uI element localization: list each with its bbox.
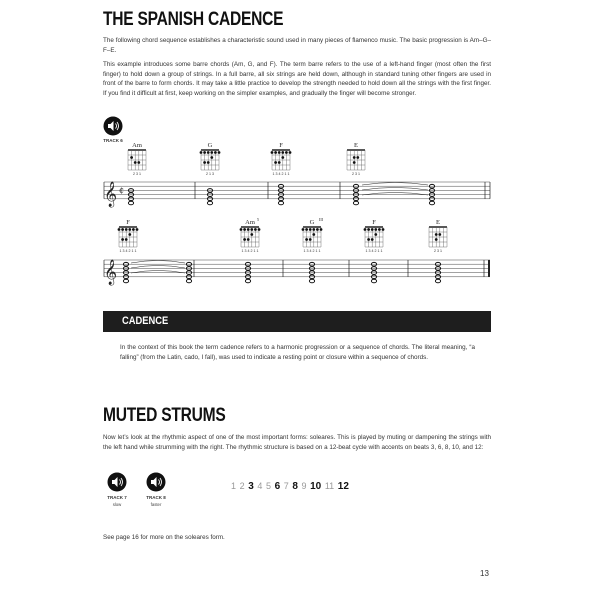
finger-dot bbox=[320, 228, 323, 231]
track-8-label: TRACK 8 bbox=[146, 495, 166, 500]
finger-dot bbox=[371, 228, 374, 231]
chord-name: F bbox=[372, 219, 376, 226]
chord-name: Am bbox=[245, 219, 255, 226]
time-signature: ¢ bbox=[119, 186, 125, 195]
finger-dot bbox=[218, 151, 221, 154]
finger-dot bbox=[305, 238, 308, 241]
chord-diagram bbox=[240, 217, 261, 253]
finger-dot bbox=[137, 161, 140, 164]
finger-dot bbox=[374, 233, 377, 236]
beat-2: 2 bbox=[239, 481, 245, 491]
finger-dot bbox=[210, 156, 213, 159]
treble-clef: 𝄞 bbox=[104, 181, 118, 207]
finger-dot bbox=[278, 161, 281, 164]
chord-position: III bbox=[319, 217, 323, 222]
tie bbox=[362, 183, 428, 186]
finger-dot bbox=[214, 151, 217, 154]
finger-dot bbox=[274, 151, 277, 154]
finger-dot bbox=[134, 161, 137, 164]
note-head bbox=[435, 279, 440, 283]
staff-2 bbox=[104, 259, 490, 285]
chord-position: 5 bbox=[257, 217, 259, 222]
cadence-heading: CADENCE bbox=[122, 315, 169, 327]
track-6-label: TRACK 6 bbox=[103, 138, 123, 143]
finger-dot bbox=[278, 151, 281, 154]
tie bbox=[362, 188, 428, 191]
chord-diagram bbox=[200, 142, 221, 176]
speaker-icon[interactable] bbox=[107, 472, 127, 492]
cadence-paragraph: In the context of this book the term cadence refers to a harmonic progression or a sequence of chords. The literal meaning, “a falling” (from the Latin, cado, I fall), was used to indicate a resting point or closure within a sequence of chords. bbox=[120, 344, 475, 361]
finger-dot bbox=[125, 238, 128, 241]
finger-dot bbox=[364, 228, 367, 231]
note-head bbox=[309, 279, 314, 283]
page-number: 13 bbox=[480, 569, 489, 578]
beat-9: 9 bbox=[301, 481, 307, 491]
chord-diagram bbox=[429, 219, 447, 253]
finger-dot bbox=[281, 151, 284, 154]
finger-dot bbox=[271, 151, 274, 154]
chord-name: F bbox=[126, 219, 130, 226]
finger-dot bbox=[200, 151, 203, 154]
beat-3: 3 bbox=[248, 481, 254, 492]
chord-fingering: 1 3 4 2 1 1 bbox=[119, 249, 137, 253]
chord-diagram bbox=[271, 142, 292, 176]
finger-dot bbox=[207, 161, 210, 164]
finger-dot bbox=[243, 238, 246, 241]
finger-dot bbox=[121, 228, 124, 231]
finger-dot bbox=[367, 228, 370, 231]
chord-fingering: 1 3 4 2 1 1 bbox=[365, 249, 383, 253]
chord-fingering: 2 1 3 bbox=[206, 172, 214, 176]
footnote: See page 16 for more on the soleares form. bbox=[103, 534, 225, 541]
note-head bbox=[186, 279, 191, 283]
tie bbox=[131, 261, 185, 264]
note-head bbox=[278, 201, 283, 205]
finger-dot bbox=[247, 238, 250, 241]
finger-dot bbox=[367, 238, 370, 241]
chord-diagram bbox=[364, 219, 385, 253]
chord-name: G bbox=[309, 219, 315, 226]
note-head bbox=[245, 279, 250, 283]
finger-dot bbox=[210, 151, 213, 154]
chord-diagram-row-1 bbox=[128, 142, 365, 176]
finger-dot bbox=[130, 156, 133, 159]
finger-dot bbox=[353, 161, 356, 164]
finger-dot bbox=[274, 161, 277, 164]
finger-dot bbox=[312, 228, 315, 231]
beat-1: 1 bbox=[231, 481, 237, 491]
chord-diagram bbox=[118, 219, 139, 253]
beat-10: 10 bbox=[310, 481, 322, 492]
beat-7: 7 bbox=[283, 481, 289, 491]
chord-fingering: 1 3 4 2 1 1 bbox=[303, 249, 321, 253]
chord-name: G bbox=[207, 142, 213, 149]
finger-dot bbox=[203, 161, 206, 164]
finger-dot bbox=[247, 228, 250, 231]
note-head bbox=[123, 279, 128, 283]
finger-dot bbox=[118, 228, 121, 231]
beat-12: 12 bbox=[337, 481, 349, 492]
chord-fingering: 1 3 4 2 1 1 bbox=[241, 249, 259, 253]
finger-dot bbox=[207, 151, 210, 154]
beat-4: 4 bbox=[257, 481, 263, 491]
barre-paragraph: This example introduces some barre chords (Am, G, and F). The term barre refers to the use of a left-hand finger (most often the first finger) to hold down a group of strings. In a full barre, all six strings are held down, although in standard tuning other fingers are used in front of the barre to form chords. It may take a little practice to develop the strength needed to hold down all the strings with the first finger. If you find it difficult at first, keep working on the simpler examples, and gradually the finger will become stronger. bbox=[103, 61, 491, 97]
finger-dot bbox=[312, 233, 315, 236]
finger-dot bbox=[353, 156, 356, 159]
muted-strums-paragraph: Now let’s look at the rhythmic aspect of one of the most important forms: soleares. This is played by muting or dampening the strings with the left hand while strumming with the right. The rhythmic structure is based on a 12-beat cycle with accents on beats 3, 6, 8, 10, and 12: bbox=[103, 434, 491, 451]
finger-dot bbox=[121, 238, 124, 241]
track-8-speed: faster bbox=[150, 502, 162, 507]
beat-8: 8 bbox=[292, 481, 298, 492]
chord-fingering: 2 3 1 bbox=[352, 172, 360, 176]
finger-dot bbox=[378, 228, 381, 231]
note-head bbox=[207, 201, 212, 205]
finger-dot bbox=[250, 228, 253, 231]
note-head bbox=[128, 201, 133, 205]
finger-dot bbox=[302, 228, 305, 231]
finger-dot bbox=[132, 228, 135, 231]
note-head bbox=[429, 201, 434, 205]
finger-dot bbox=[250, 233, 253, 236]
page-title: THE SPANISH CADENCE bbox=[103, 9, 284, 30]
finger-dot bbox=[240, 228, 243, 231]
cadence-heading-bar bbox=[103, 311, 491, 332]
track-7-speed: slow bbox=[112, 502, 122, 507]
finger-dot bbox=[356, 156, 359, 159]
finger-dot bbox=[203, 151, 206, 154]
finger-dot bbox=[435, 233, 438, 236]
beat-5: 5 bbox=[265, 481, 271, 491]
chord-fingering: 2 3 1 bbox=[133, 172, 141, 176]
chord-diagram bbox=[347, 142, 365, 176]
chord-diagram bbox=[302, 217, 324, 253]
muted-strums-title: MUTED STRUMS bbox=[103, 405, 226, 426]
finger-dot bbox=[289, 151, 292, 154]
finger-dot bbox=[128, 228, 131, 231]
finger-dot bbox=[316, 228, 319, 231]
chord-diagram-row-2 bbox=[118, 217, 447, 253]
beat-6: 6 bbox=[274, 481, 281, 492]
chord-fingering: 1 3 4 2 1 1 bbox=[272, 172, 290, 176]
finger-dot bbox=[438, 233, 441, 236]
tie bbox=[131, 266, 185, 269]
finger-dot bbox=[258, 228, 261, 231]
note-head bbox=[371, 279, 376, 283]
finger-dot bbox=[382, 228, 385, 231]
chord-name: Am bbox=[132, 142, 142, 149]
finger-dot bbox=[371, 238, 374, 241]
treble-clef: 𝄞 bbox=[104, 259, 118, 285]
speaker-icon[interactable] bbox=[146, 472, 166, 492]
track-7-label: TRACK 7 bbox=[107, 495, 127, 500]
note-head bbox=[353, 201, 358, 205]
finger-dot bbox=[285, 151, 288, 154]
finger-dot bbox=[309, 228, 312, 231]
chord-diagram bbox=[128, 142, 146, 176]
finger-dot bbox=[305, 228, 308, 231]
finger-dot bbox=[281, 156, 284, 159]
finger-dot bbox=[435, 238, 438, 241]
chord-name: E bbox=[436, 219, 440, 226]
chord-name: E bbox=[354, 142, 358, 149]
finger-dot bbox=[243, 228, 246, 231]
staff-1 bbox=[104, 181, 490, 207]
finger-dot bbox=[374, 228, 377, 231]
beat-11: 11 bbox=[324, 481, 335, 491]
chord-fingering: 2 3 1 bbox=[434, 249, 442, 253]
intro-paragraph: The following chord sequence establishes a characteristic sound used in many pieces of flamenco music. The basic progression is Am–G–F–E. bbox=[103, 37, 491, 54]
chord-name: F bbox=[279, 142, 283, 149]
finger-dot bbox=[309, 238, 312, 241]
finger-dot bbox=[254, 228, 257, 231]
finger-dot bbox=[136, 228, 139, 231]
finger-dot bbox=[125, 228, 128, 231]
finger-dot bbox=[128, 233, 131, 236]
beat-cycle bbox=[231, 481, 353, 492]
